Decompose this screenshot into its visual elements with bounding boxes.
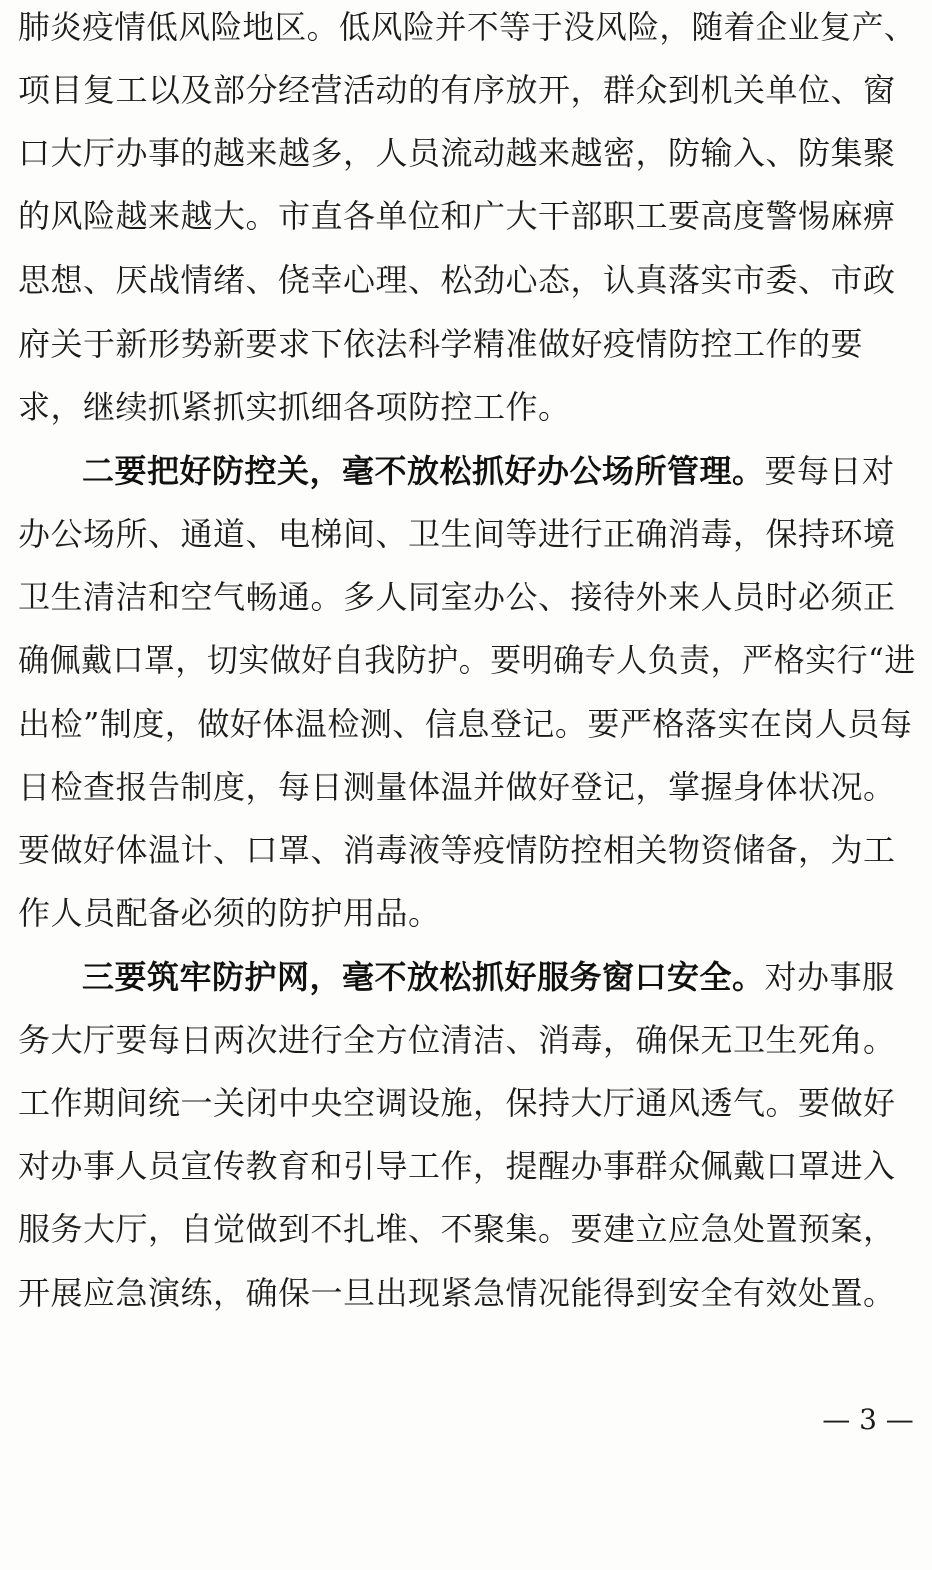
paragraph-text: 对办事服 xyxy=(764,958,895,996)
text-line: 办公场所、通道、电梯间、卫生间等进行正确消毒，保持环境 xyxy=(18,515,896,553)
text-line: 出检”制度，做好体温检测、信息登记。要严格落实在岗人员每 xyxy=(18,705,913,743)
text-line: 开展应急演练，确保一旦出现紧急情况能得到安全有效处置。 xyxy=(18,1274,896,1312)
text-line: 的风险越来越大。市直各单位和广大干部职工要高度警惕麻痹 xyxy=(18,197,896,235)
text-line: 项目复工以及部分经营活动的有序放开，群众到机关单位、窗 xyxy=(18,71,896,109)
text-line: 服务大厅，自觉做到不扎堆、不聚集。要建立应急处置预案， xyxy=(18,1210,896,1248)
text-line: 府关于新形势新要求下依法科学精准做好疫情防控工作的要 xyxy=(18,325,864,363)
paragraph-text: 要每日对 xyxy=(764,452,895,490)
text-line: 务大厅要每日两次进行全方位清洁、消毒，确保无卫生死角。 xyxy=(18,1021,896,1059)
text-line: 日检查报告制度，每日测量体温并做好登记，掌握身体状况。 xyxy=(18,768,896,806)
paragraph-first-line xyxy=(82,950,895,1004)
paragraph-first-line xyxy=(82,444,895,498)
paragraph-heading: 二要把好防控关，毫不放松抓好办公场所管理。 xyxy=(82,452,765,490)
text-line: 要做好体温计、口罩、消毒液等疫情防控相关物资储备，为工 xyxy=(18,831,896,869)
text-line: 工作期间统一关闭中央空调设施，保持大厅通风透气。要做好 xyxy=(18,1084,896,1122)
text-line: 作人员配备必须的防护用品。 xyxy=(18,894,441,932)
paragraph-heading: 三要筑牢防护网，毫不放松抓好服务窗口安全。 xyxy=(82,958,765,996)
text-line: 思想、厌战情绪、侥幸心理、松劲心态，认真落实市委、市政 xyxy=(18,261,896,299)
text-line: 确佩戴口罩，切实做好自我防护。要明确专人负责，严格实行“进 xyxy=(18,641,916,679)
text-line: 求，继续抓紧抓实抓细各项防控工作。 xyxy=(18,388,571,426)
text-line: 口大厅办事的越来越多，人员流动越来越密，防输入、防集聚 xyxy=(18,134,896,172)
text-line: 对办事人员宣传教育和引导工作，提醒办事群众佩戴口罩进入 xyxy=(18,1147,896,1185)
text-line: 肺炎疫情低风险地区。低风险并不等于没风险，随着企业复产、 xyxy=(18,8,917,46)
text-line: 卫生清洁和空气畅通。多人同室办公、接待外来人员时必须正 xyxy=(18,578,896,616)
page-number: — 3 — xyxy=(822,1403,914,1436)
